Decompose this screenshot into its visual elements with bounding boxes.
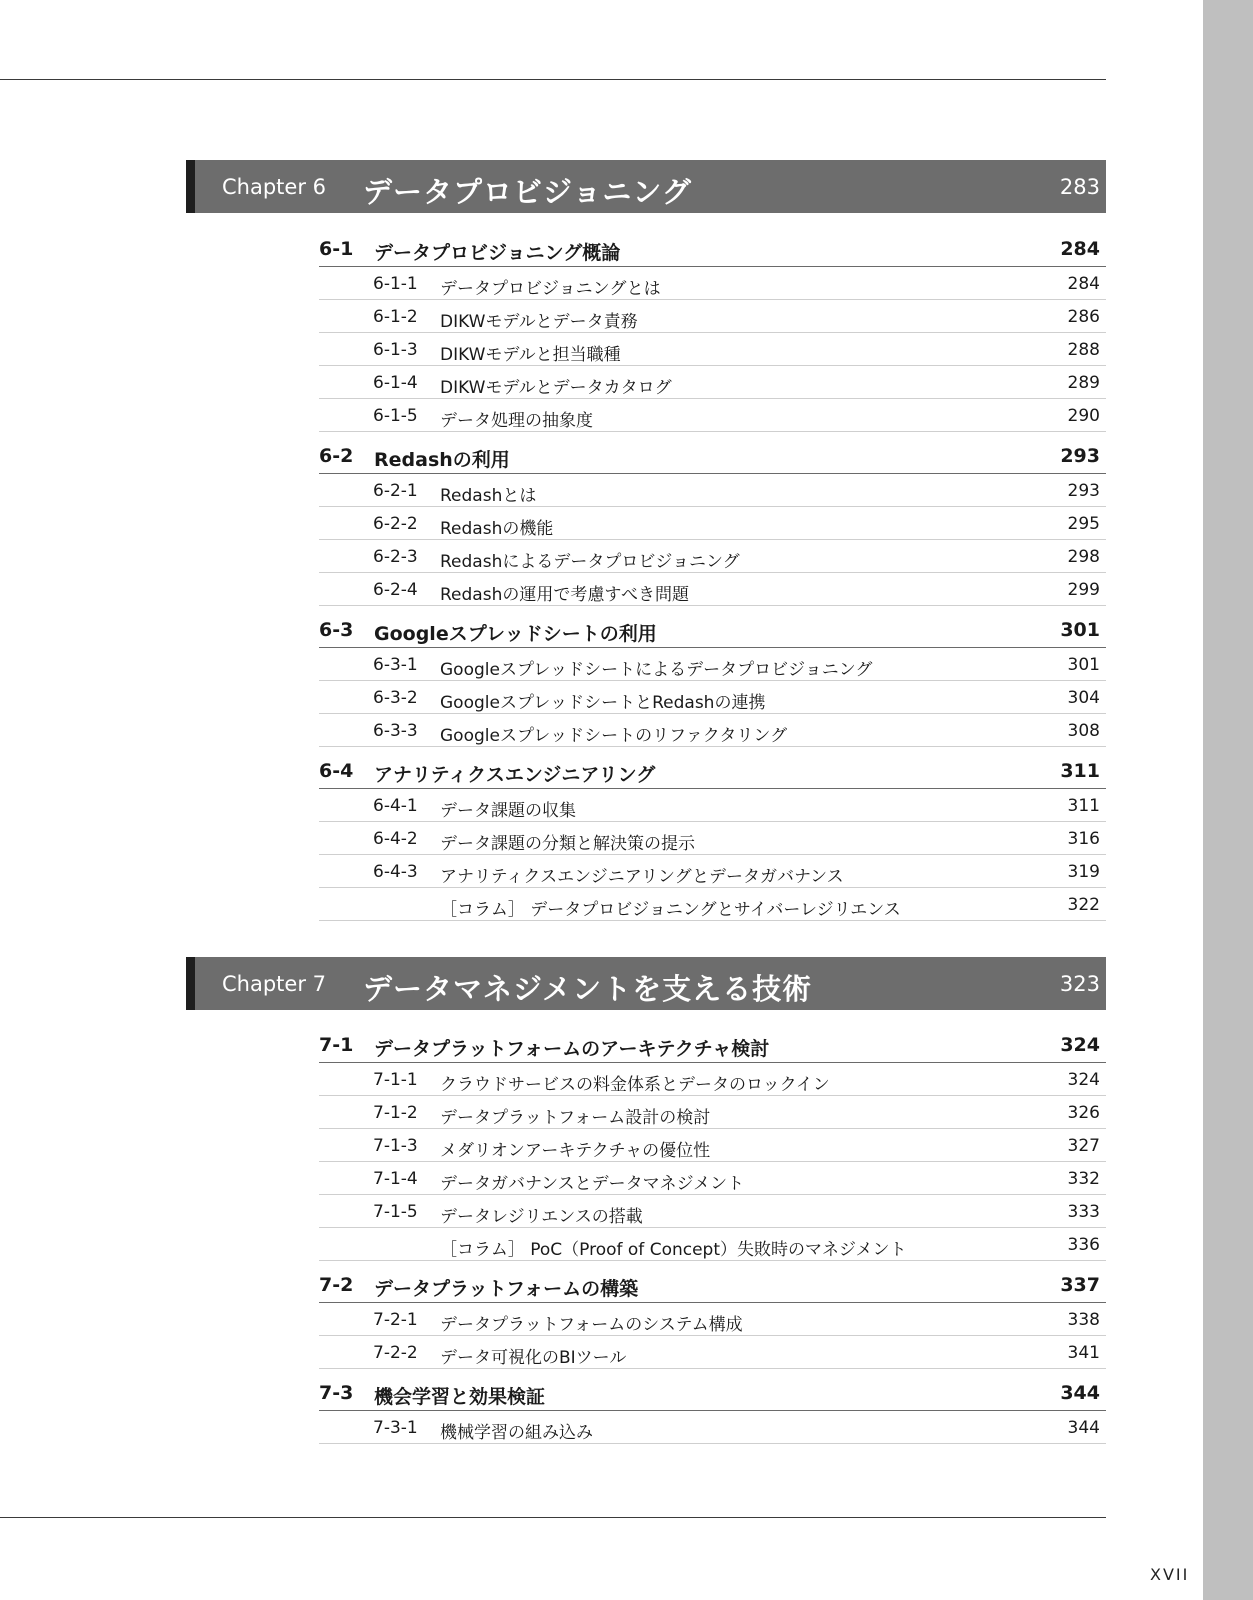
subsection-title: クラウドサービスの料金体系とデータのロックイン: [440, 1075, 830, 1095]
subsection-page: 298: [1067, 547, 1100, 567]
subsection-title: Googleスプレッドシートのリファクタリング: [440, 726, 788, 746]
section-title: Googleスプレッドシートの利用: [374, 623, 657, 645]
subsection-title: データ可視化のBIツール: [440, 1348, 627, 1368]
subsection-entry[interactable]: [319, 648, 1106, 681]
section-title: 機会学習と効果検証: [374, 1386, 546, 1408]
subsection-number: 6-1-2: [373, 307, 418, 327]
section-page: 284: [1060, 238, 1100, 260]
subsection-number: 6-4-2: [373, 829, 418, 849]
section-gap: [319, 747, 1106, 755]
subsection-number: 7-1-2: [373, 1103, 418, 1123]
subsection-entry[interactable]: [319, 822, 1106, 855]
section-page: 324: [1060, 1034, 1100, 1056]
subsection-number: 7-1-4: [373, 1169, 418, 1189]
subsection-title: データプラットフォーム設計の検討: [440, 1108, 711, 1128]
section-gap: [319, 1369, 1106, 1377]
section-title: データプラットフォームのアーキテクチャ検討: [374, 1038, 770, 1060]
section-page: 293: [1060, 445, 1100, 467]
section-gap: [319, 1261, 1106, 1269]
subsection-entry[interactable]: [319, 714, 1106, 747]
section-title: データプラットフォームの構築: [374, 1278, 639, 1300]
subsection-entry[interactable]: [319, 573, 1106, 606]
subsection-number: 6-3-1: [373, 655, 418, 675]
subsection-entry[interactable]: [319, 1162, 1106, 1195]
chapter-contents: [319, 233, 1106, 921]
subsection-entry[interactable]: [319, 681, 1106, 714]
subsection-title: Redashによるデータプロビジョニング: [440, 552, 740, 572]
subsection-number: 7-2-1: [373, 1310, 418, 1330]
subsection-title: Redashとは: [440, 486, 537, 506]
subsection-title: データ課題の分類と解決策の提示: [440, 834, 695, 854]
footer-rule: [0, 1517, 1106, 1518]
subsection-page: 288: [1067, 340, 1100, 360]
section-page: 337: [1060, 1274, 1100, 1296]
subsection-number: 7-1-1: [373, 1070, 418, 1090]
subsection-entry[interactable]: [319, 540, 1106, 573]
subsection-title: データレジリエンスの搭載: [440, 1207, 643, 1227]
subsection-entry[interactable]: [319, 399, 1106, 432]
subsection-title: ［コラム］ データプロビジョニングとサイバーレジリエンス: [440, 900, 901, 920]
subsection-entry[interactable]: [319, 507, 1106, 540]
subsection-page: 338: [1067, 1310, 1100, 1330]
subsection-number: 6-3-3: [373, 721, 418, 741]
subsection-page: 319: [1067, 862, 1100, 882]
subsection-page: 341: [1067, 1343, 1100, 1363]
section-page: 344: [1060, 1382, 1100, 1404]
subsection-number: 6-1-5: [373, 406, 418, 426]
subsection-title: GoogleスプレッドシートとRedashの連携: [440, 693, 766, 713]
subsection-page: 332: [1067, 1169, 1100, 1189]
section-number: 6-3: [319, 619, 354, 641]
subsection-page: 316: [1067, 829, 1100, 849]
subsection-page: 299: [1067, 580, 1100, 600]
subsection-page: 327: [1067, 1136, 1100, 1156]
subsection-entry[interactable]: [319, 855, 1106, 888]
subsection-page: 311: [1067, 796, 1100, 816]
section-page: 301: [1060, 619, 1100, 641]
subsection-title: Googleスプレッドシートによるデータプロビジョニング: [440, 660, 873, 680]
chapter-page: 283: [1059, 175, 1100, 199]
subsection-number: 6-3-2: [373, 688, 418, 708]
subsection-title: DIKWモデルとデータカタログ: [440, 378, 672, 398]
subsection-page: 301: [1067, 655, 1100, 675]
subsection-page: 304: [1067, 688, 1100, 708]
subsection-number: 7-1-5: [373, 1202, 418, 1222]
subsection-title: メダリオンアーキテクチャの優位性: [440, 1141, 711, 1161]
subsection-title: アナリティクスエンジニアリングとデータガバナンス: [440, 867, 844, 887]
subsection-page: 336: [1067, 1235, 1100, 1255]
subsection-entry[interactable]: [319, 1228, 1106, 1261]
subsection-page: 295: [1067, 514, 1100, 534]
subsection-title: データ処理の抽象度: [440, 411, 593, 431]
subsection-number: 6-2-4: [373, 580, 418, 600]
subsection-entry[interactable]: [319, 1195, 1106, 1228]
chapter-title: データマネジメントを支える技術: [363, 972, 813, 1006]
chapter-header: [186, 160, 1106, 213]
chapter-contents: [319, 1029, 1106, 1444]
subsection-title: Redashの機能: [440, 519, 554, 539]
header-rule: [0, 79, 1106, 80]
section-title: Redashの利用: [374, 449, 510, 471]
section-entry[interactable]: [319, 1377, 1106, 1411]
subsection-entry[interactable]: [319, 1096, 1106, 1129]
subsection-entry[interactable]: [319, 1063, 1106, 1096]
subsection-page: 324: [1067, 1070, 1100, 1090]
subsection-number: 7-3-1: [373, 1418, 418, 1438]
chapter-page: 323: [1059, 972, 1100, 996]
chapter-header: [186, 957, 1106, 1010]
subsection-title: データプロビジョニングとは: [440, 279, 661, 299]
section-entry[interactable]: [319, 755, 1106, 789]
subsection-page: 308: [1067, 721, 1100, 741]
section-entry[interactable]: [319, 614, 1106, 648]
subsection-entry[interactable]: [319, 267, 1106, 300]
section-number: 6-1: [319, 238, 354, 260]
subsection-number: 6-2-3: [373, 547, 418, 567]
subsection-page: 326: [1067, 1103, 1100, 1123]
chapter-title: データプロビジョニング: [363, 175, 692, 209]
subsection-entry[interactable]: [319, 1336, 1106, 1369]
section-entry[interactable]: [319, 1029, 1106, 1063]
section-title: アナリティクスエンジニアリング: [374, 764, 656, 786]
subsection-page: 333: [1067, 1202, 1100, 1222]
subsection-entry[interactable]: [319, 333, 1106, 366]
page-edge-band: [1203, 0, 1253, 1600]
subsection-entry[interactable]: [319, 1303, 1106, 1336]
subsection-title: DIKWモデルとデータ責務: [440, 312, 638, 332]
subsection-number: 7-2-2: [373, 1343, 418, 1363]
subsection-number: 6-4-1: [373, 796, 418, 816]
subsection-number: 6-1-4: [373, 373, 418, 393]
section-page: 311: [1060, 760, 1100, 782]
subsection-entry[interactable]: [319, 474, 1106, 507]
section-number: 7-2: [319, 1274, 354, 1296]
subsection-entry[interactable]: [319, 789, 1106, 822]
subsection-page: 289: [1067, 373, 1100, 393]
section-entry[interactable]: [319, 233, 1106, 267]
subsection-title: データプラットフォームのシステム構成: [440, 1315, 743, 1335]
subsection-number: 7-1-3: [373, 1136, 418, 1156]
subsection-title: ［コラム］ PoC（Proof of Concept）失敗時のマネジメント: [440, 1240, 907, 1260]
subsection-entry[interactable]: [319, 1129, 1106, 1162]
subsection-title: データ課題の収集: [440, 801, 576, 821]
subsection-number: 6-1-3: [373, 340, 418, 360]
section-number: 6-4: [319, 760, 354, 782]
page-number-folio: XVII: [1150, 1565, 1190, 1584]
section-gap: [319, 606, 1106, 614]
subsection-entry[interactable]: [319, 300, 1106, 333]
chapter-label: Chapter 6: [222, 175, 326, 199]
subsection-title: Redashの運用で考慮すべき問題: [440, 585, 690, 605]
subsection-title: データガバナンスとデータマネジメント: [440, 1174, 745, 1194]
chapter-label: Chapter 7: [222, 972, 326, 996]
subsection-number: 6-1-1: [373, 274, 418, 294]
section-number: 7-1: [319, 1034, 354, 1056]
subsection-page: 293: [1067, 481, 1100, 501]
subsection-page: 344: [1067, 1418, 1100, 1438]
subsection-page: 290: [1067, 406, 1100, 426]
subsection-page: 284: [1067, 274, 1100, 294]
section-title: データプロビジョニング概論: [374, 242, 621, 264]
section-number: 6-2: [319, 445, 354, 467]
subsection-entry[interactable]: [319, 366, 1106, 399]
subsection-number: 6-2-1: [373, 481, 418, 501]
subsection-page: 286: [1067, 307, 1100, 327]
subsection-title: 機械学習の組み込み: [440, 1423, 593, 1443]
subsection-entry[interactable]: [319, 888, 1106, 921]
subsection-page: 322: [1067, 895, 1100, 915]
section-entry[interactable]: [319, 1269, 1106, 1303]
subsection-title: DIKWモデルと担当職種: [440, 345, 621, 365]
subsection-number: 6-2-2: [373, 514, 418, 534]
section-number: 7-3: [319, 1382, 354, 1404]
subsection-number: 6-4-3: [373, 862, 418, 882]
subsection-entry[interactable]: [319, 1411, 1106, 1444]
section-entry[interactable]: [319, 440, 1106, 474]
section-gap: [319, 432, 1106, 440]
